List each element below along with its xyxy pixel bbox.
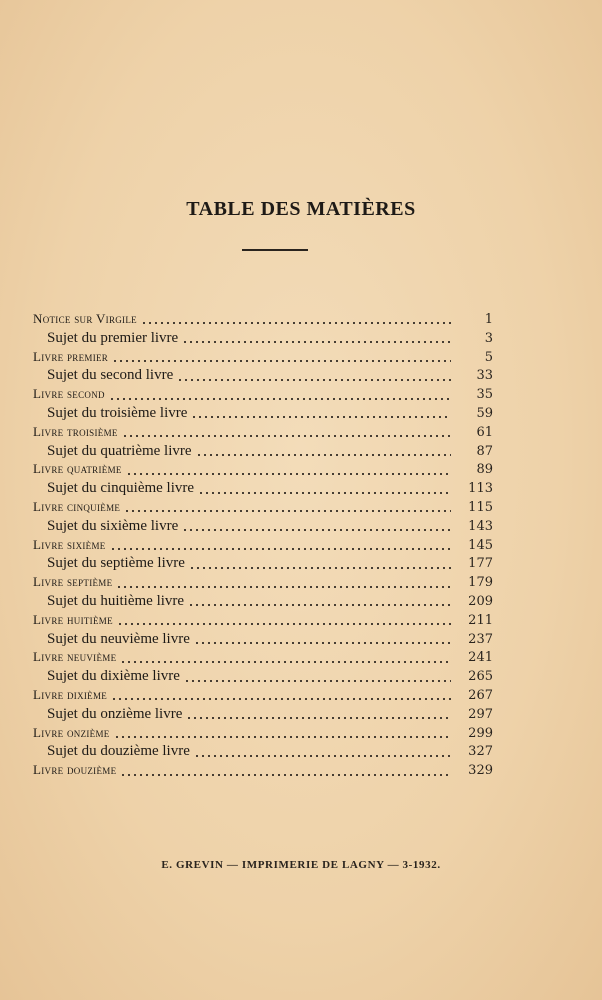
toc-entry-title: Sujet du dixième livre — [47, 668, 180, 685]
toc-entry-page: 241 — [468, 650, 493, 666]
toc-entry-page: 297 — [468, 706, 493, 722]
toc-entry — [33, 742, 493, 761]
toc-entry-title: Notice sur Virgile — [33, 311, 137, 326]
toc-entry-page: 179 — [468, 575, 493, 591]
toc-entry-page: 211 — [468, 612, 493, 628]
toc-entry — [33, 724, 493, 743]
toc-entry — [33, 592, 493, 611]
toc-entry — [33, 366, 493, 385]
dot-leader — [188, 598, 451, 608]
toc-entry — [33, 385, 493, 404]
toc-entry-page: 143 — [468, 518, 493, 534]
toc-entry — [33, 667, 493, 686]
toc-entry — [33, 442, 493, 461]
toc-entry-title: Sujet du sixième livre — [47, 517, 179, 534]
toc-entry-page: 145 — [468, 537, 493, 553]
toc-entry-title: Livre troisième — [33, 423, 118, 439]
dot-leader — [182, 335, 451, 345]
toc-entry — [33, 479, 493, 498]
dot-leader — [182, 523, 451, 533]
dot-leader — [177, 373, 451, 383]
toc-entry — [33, 686, 493, 705]
toc-entry-page: 61 — [476, 424, 493, 440]
dot-leader — [198, 486, 451, 496]
toc-entry-page: 35 — [476, 387, 493, 403]
toc-entry — [33, 630, 493, 649]
toc-entry — [33, 761, 493, 780]
toc-entry-page: 59 — [476, 405, 493, 421]
toc-entry-page: 89 — [476, 462, 493, 478]
dot-leader — [124, 504, 451, 514]
toc-entry-page: 5 — [484, 349, 493, 365]
dot-leader — [122, 429, 451, 439]
toc-entry-page: 329 — [468, 763, 493, 779]
toc-entry — [33, 648, 493, 667]
dot-leader — [112, 354, 451, 364]
toc-entry-title: Sujet du cinquième livre — [47, 480, 195, 497]
toc-entry-page: 115 — [468, 499, 493, 515]
dot-leader — [116, 580, 451, 590]
toc-entry-title: Sujet du douzième livre — [47, 743, 190, 760]
dot-leader — [117, 617, 451, 627]
toc-entry — [33, 498, 493, 517]
toc-entry-page: 1 — [484, 312, 493, 327]
toc-entry — [33, 329, 493, 348]
page-title: TABLE DES MATIÈRES — [186, 198, 416, 220]
toc-entry-title: Livre premier — [33, 348, 109, 364]
toc-entry-page: 3 — [484, 330, 493, 346]
dot-leader — [120, 768, 451, 778]
toc-entry-page: 87 — [476, 443, 493, 459]
toc-entry — [33, 611, 493, 630]
dot-leader — [196, 448, 451, 458]
toc-entry-title: Livre dixième — [33, 686, 108, 702]
dot-leader — [184, 674, 451, 684]
dot-leader — [141, 316, 451, 326]
toc-entry — [33, 404, 493, 423]
toc-entry-title: Sujet du neuvième livre — [47, 630, 190, 647]
toc-entry-title: Livre quatrième — [33, 461, 122, 477]
toc-entry-page: 177 — [468, 556, 493, 572]
dot-leader — [114, 730, 451, 740]
toc-entry — [33, 705, 493, 724]
toc-entry-title: Livre huitième — [33, 611, 113, 627]
toc-entry-title: Livre neuvième — [33, 649, 117, 665]
toc-entry — [33, 536, 493, 555]
toc-entry-page: 327 — [468, 744, 493, 760]
dot-leader — [194, 636, 451, 646]
toc-entry-page: 237 — [468, 631, 493, 647]
toc-entry — [33, 554, 493, 573]
toc-entry-title: Sujet du onzième livre — [47, 705, 183, 722]
toc-entry — [33, 517, 493, 536]
toc-entry — [33, 310, 493, 329]
toc-entry-title: Livre septième — [33, 574, 113, 590]
toc-entry-title: Livre sixième — [33, 536, 106, 552]
dot-leader — [126, 467, 451, 477]
toc-entry-title: Livre onzième — [33, 724, 110, 740]
toc-entry-page: 267 — [468, 687, 493, 703]
toc-entry-title: Livre cinquième — [33, 498, 121, 514]
toc-entry-page: 113 — [468, 481, 493, 497]
toc-entry-title: Livre douzième — [33, 762, 117, 778]
toc-entry — [33, 573, 493, 592]
toc-entry-page: 265 — [468, 669, 493, 685]
toc-entry-title: Sujet du septième livre — [47, 555, 185, 572]
dot-leader — [109, 392, 451, 402]
dot-leader — [194, 749, 451, 759]
toc-entry-page: 299 — [468, 725, 493, 741]
table-of-contents — [33, 310, 493, 780]
title-rule — [242, 249, 308, 251]
toc-entry — [33, 423, 493, 442]
printer-imprint: E. GREVIN — IMPRIMERIE DE LAGNY — 3-1932. — [161, 859, 441, 871]
dot-leader — [120, 655, 451, 665]
dot-leader — [110, 542, 451, 552]
dot-leader — [189, 561, 451, 571]
toc-entry-title: Sujet du troisième livre — [47, 404, 188, 421]
dot-leader — [191, 410, 451, 420]
toc-entry-title: Sujet du second livre — [47, 367, 174, 384]
toc-entry — [33, 348, 493, 367]
dot-leader — [111, 692, 451, 702]
toc-entry-page: 209 — [468, 593, 493, 609]
toc-entry-page: 33 — [476, 368, 493, 384]
toc-entry-title: Livre second — [33, 386, 105, 402]
dot-leader — [186, 711, 451, 721]
toc-entry-title: Sujet du quatrième livre — [47, 442, 192, 459]
toc-entry-title: Sujet du premier livre — [47, 329, 179, 346]
toc-entry-title: Sujet du huitième livre — [47, 592, 185, 609]
toc-entry — [33, 460, 493, 479]
